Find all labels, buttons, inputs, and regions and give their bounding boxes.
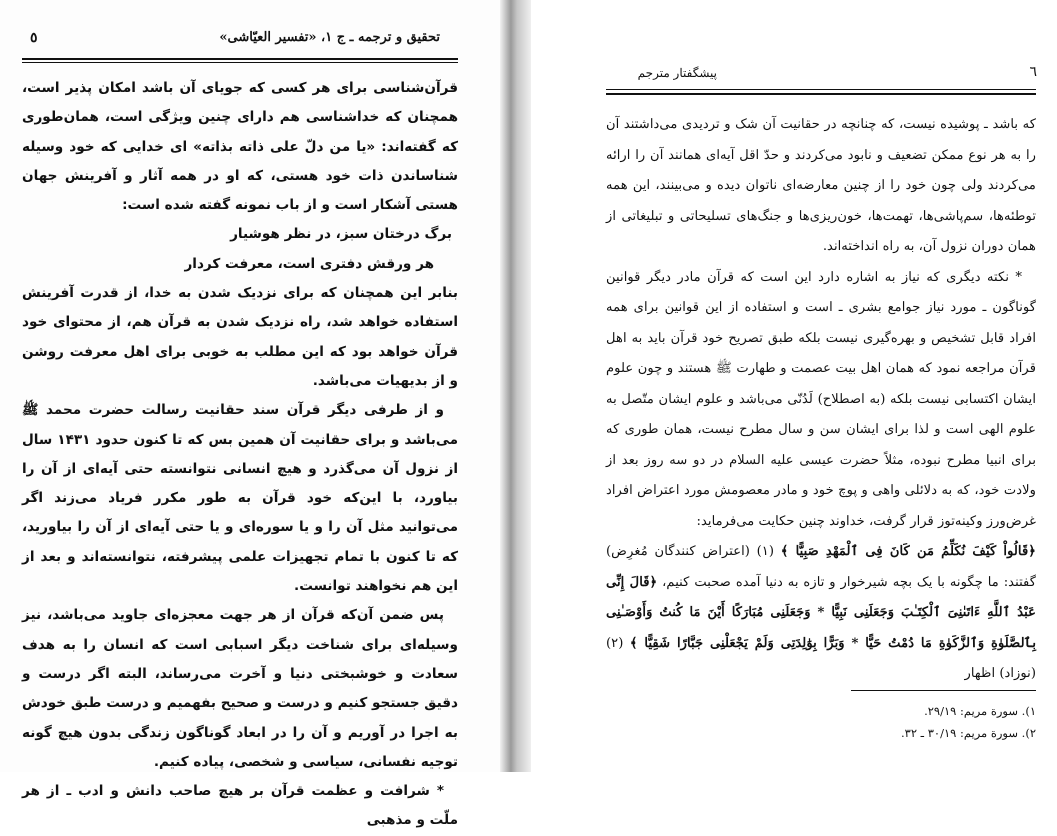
verse-translation: (۱) (اعتراض کنندگان مُغرِض) گفتند: ما چگونه با یک بچه شیرخوار و تازه به دنیا آمده صحبت کنیم،: [606, 544, 1036, 590]
left-running-title: تحقیق و ترجمه ـ ج ۱، «تفسیر العیّاشی»: [219, 30, 440, 45]
paragraph: و از طرفی دیگر قرآن سند حقانیت رسالت حضرت محمد ﷺ می‌باشد و برای حقانیت آن همین بس که تا کنون حدود ۱۴۳۱ سال از نزول آن می‌گذرد و هیچ انسانی نتوانسته حتی آیه‌ای از آن را بیاورد، با این‌که خود قرآن به طور مکرر فریاد می‌زند اگر می‌توانید مثل آن را و یا سوره‌ای و یا حتی آیه‌ای از آن را بیاورید، که تا کنون با تمام تجهیزات علمی پیشرفته، نتوانسته‌اند و بعد از این هم نخواهند توانست.: [22, 402, 458, 595]
right-page: [531, 0, 1057, 772]
right-running-title: پیشگفتار مترجم: [637, 66, 717, 80]
paragraph: * نکته دیگری که نیاز به اشاره دارد این است که قرآن مادر دیگر قوانین گوناگون ـ مورد نیاز جوامع بشری ـ است و استفاده از این قوانین برای همه افراد قابل تشخیص و بهره‌گیری نیست بلکه طبق تصریح خود قرآن باید به اهل قرآن مراجعه نمود که همان اهل بیت عصمت و طهارت ﷺ هستند و چون علوم ایشان اکتسابی نیست بلکه (به اصطلاح) لَدُنّی می‌باشد و علوم ایشان متّصل به علوم الهی است و لذا برای ایشان سن و سال مطرح نیست، همان طوری که برای انبیا مطرح نبوده، مثلاً حضرت عیسی عليه السلام در دو سه روز بعد از ولادت خود، که به دلائلی واهی و پوچ خود و مادر معصومش مورد اعتراض افراد غرض‌ورز وکینه‌توز قرار گرفت، خداوند چنین حکایت می‌فرماید:: [606, 269, 1036, 529]
quran-verse: ﴿قَالَ إِنِّى عَبْدُ ٱللَّهِ ءَاتَىٰنِىَ ٱلْكِتَـٰبَ وَجَعَلَنِى نَبِيًّا * وَجَعَلَنِى مُبَارَكًا أَيْنَ مَا كُنتُ وَأَوْصَـٰنِى بِٱلصَّلَوٰةِ وَٱلزَّكَوٰةِ مَا دُمْتُ حَيًّا * وَبَرًّا بِوَٰلِدَتِى وَلَمْ يَجْعَلْنِى جَبَّارًا شَقِيًّا ﴾: [606, 574, 1036, 651]
footnotes: [636, 700, 1036, 744]
left-header-rule-top: [22, 58, 458, 60]
right-header-rule-bottom: [606, 93, 1036, 95]
left-page: [0, 0, 500, 829]
left-header-rule-bottom: [22, 62, 458, 63]
left-page-number: ٥: [30, 30, 38, 46]
paragraph: [606, 537, 1036, 690]
right-page-number: ٦: [1029, 64, 1037, 80]
paragraph: بنابر این همچنان که برای نزدیک شدن به خدا، از قدرت آفرینش استفاده خواهد شد، راه نزدیک شدن به قرآن هم، از محتوای خود قرآن خواهد بود که این مطلب به خوبی برای اهل معرفت روشن و از بدیهیات می‌باشد.: [22, 285, 458, 389]
poem-line: هر ورقش دفتری است، معرفت کردار: [184, 255, 434, 272]
paragraph: که باشد ـ پوشیده نیست، که چنانچه در حقانیت آن شک و تردیدی می‌داشتند آن را به هر نوع ممکن تضعیف و نابود می‌کردند و حدّ اقل آیه‌ای همانند آن را ارائه می‌کردند ولی چون خود را از چنین معارضه‌ای ناتوان دیده و می‌بینند، این همه توطئه‌ها، سم‌پاشی‌ها، تهمت‌ها، خون‌ریزی‌ها و جنگ‌های تسلیحاتی و تبلیغاتی از همان دوران نزول آن، به راه انداخته‌اند.: [606, 117, 1036, 254]
paragraph: قرآن‌شناسی برای هر کسی که جویای آن باشد امکان پذیر است، همچنان که خداشناسی هم دارای چنین ویژگی است، همان‌طوری که گفته‌اند: «یا من دلّ علی ذاته بذاته» ای خدایی که خود وسیله شناساندن ذات خود هستی، که او در همه آثار و آفرینش جهان هستی آشکار است و از باب نمونه گفته شده است:: [22, 80, 458, 214]
right-body-text: [606, 110, 1036, 690]
quran-verse: ﴿قَالُواْ كَيْفَ نُكَلِّمُ مَن كَانَ فِى ٱلْمَهْدِ صَبِيًّا ﴾: [780, 544, 1036, 559]
poem-line: برگ درختان سبز، در نظر هوشیار: [230, 226, 452, 243]
paragraph: پس ضمن آن‌که قرآن از هر جهت معجزه‌ای جاوید می‌باشد، نیز وسیله‌ای برای شناخت دیگر اسبابی است که انسان را به هدف سعادت و خوشبختی دنیا و آخرت می‌رساند، البته اگر درست و دقیق جستجو کنیم و درست و صحیح بفهمیم و درست طبق خودش به اجرا در آوریم و آن را در ابعاد گوناگون زندگی بدون هیچ گونه توجیه نفسانی، سیاسی و شخصی، پیاده کنیم.: [22, 607, 458, 770]
book-gutter: [500, 0, 531, 772]
paragraph: * شرافت و عظمت قرآن بر هیچ صاحب دانش و ادب ـ از هر ملّت و مذهبی: [22, 783, 458, 829]
footnote: ۱). سورة مریم: ۲۹/۱۹.: [924, 704, 1036, 718]
verse-translation: (۲) (نوزاد) اظهار: [606, 635, 1036, 681]
footnote-rule: [851, 690, 1036, 691]
left-body-text: [22, 74, 458, 836]
right-header-rule-top: [606, 89, 1036, 90]
footnote: ۲). سورة مریم: ۳۰/۱۹ ـ ۳۲.: [901, 726, 1036, 740]
